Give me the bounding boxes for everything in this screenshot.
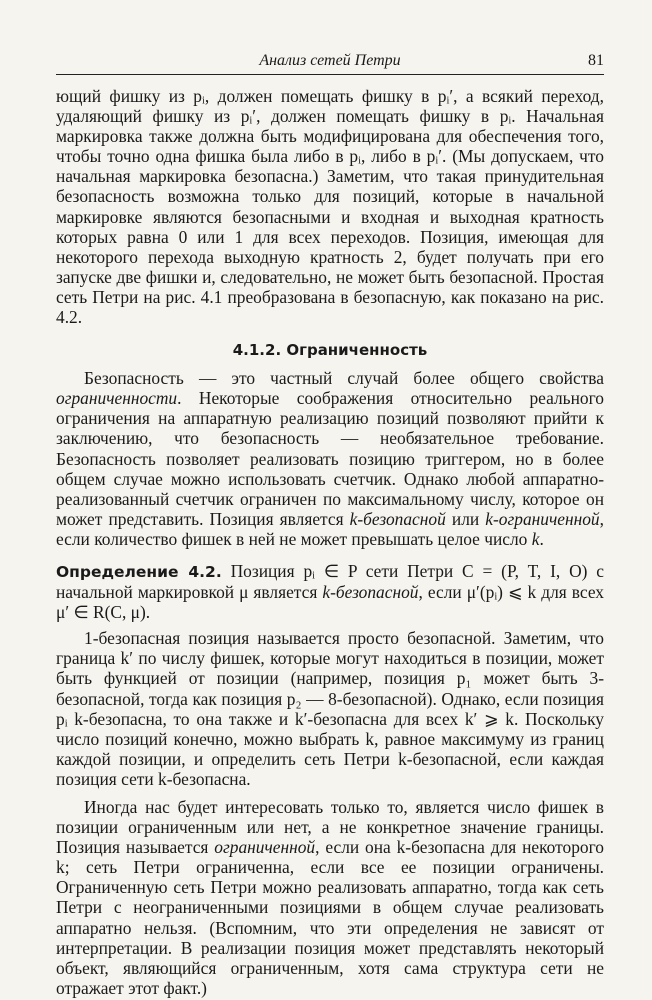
page-header: [56, 50, 604, 75]
emphasis-term: ограниченной: [214, 837, 316, 858]
text-run: .: [539, 528, 544, 549]
paragraph-continuation: ющий фишку из pᵢ, должен помещать фишку в pᵢ′, а всякий переход, удаляющий фишку из pᵢ′, должен помещать фишку в pᵢ. Начальная маркировка также должна быть модифицирована для обеспечения того, чтобы точно одна фишка была либо в pᵢ, либо в pᵢ′. (Мы допускаем, что начальная маркировка безопасна.) Заметим, что такая принудительная безопасность возможна только для позиций, которые в начальной маркировке являются безопасными и входная и выходная кратность которых равна 0 или 1 для всех переходов. Позиция, имеющая для некоторого перехода выходную кратность 2, будет получать при его запуске две фишки и, следовательно, не может быть безопасной. Простая сеть Петри на рис. 4.1 преобразована в безопасную, как показано на рис. 4.2.: [56, 86, 604, 328]
text-run: , если μ′(pᵢ) ⩽ k для всех μ′ ∈ R(C, μ).: [56, 582, 604, 623]
text-run: , если она k-безопасна для некоторого k; сеть Петри ограниченна, если все ее позиции ограничены. Ограниченную сеть Петри можно реализовать аппаратно, тогда как сеть Петри с неограниченными позициями в общем случае реализовать аппаратно нельзя. (Вспомним, что эти определения не зависят от интерпретации. В реализации позиция может представлять некоторый объект, являющийся ограниченным, хотя сама структура сети не отражает этот факт.): [56, 837, 604, 998]
section-heading: 4.1.2. Ограниченность: [232, 341, 428, 360]
text-run: . Некоторые соображения относительно реального ограничения на аппаратную реализацию позиций позволяют прийти к заключению, что безопасность — необязательное требование. Безопасность позволяет реализовать позицию триггером, но в более общем случае можно использовать счетчик. Однако любой аппаратно-реализованный счетчик ограничен по максимальному числу, которое он может представить. Позиция является: [56, 388, 604, 529]
text-run: Иногда нас будет интересовать только то, является число фишек в позиции ограниченным или нет, а не конкретное значение границы. Позиция называется: [56, 797, 604, 858]
body-text: [56, 86, 604, 998]
paragraph-one-safe: 1-безопасная позиция называется просто безопасной. Заметим, что граница k′ по числу фишек, которые могут находиться в позиции, может быть функцией от позиции (например, позиция p₁ может быть 3-безопасной, тогда как позиция p₂ — 8-безопасной). Однако, если позиция pᵢ k-безопасна, то она также и k′-безопасна для всех k′ ⩾ k. Поскольку число позиций конечно, можно выбрать k, равное максимуму из границ каждой позиции, и определить сеть Петри k-безопасной, если каждая позиция сети k-безопасна.: [56, 628, 604, 789]
math-variable: k: [531, 528, 540, 549]
definition-4-2: [56, 561, 604, 622]
emphasis-term: k-безопасной: [322, 582, 419, 603]
running-title: Анализ сетей Петри: [259, 52, 401, 69]
emphasis-term: ограниченности: [56, 388, 178, 409]
definition-label: Определение 4.2.: [56, 562, 222, 581]
text-run: Безопасность — это частный случай более общего свойства: [84, 368, 604, 389]
emphasis-term: k-ограниченной: [485, 508, 600, 529]
text-run: , если количество фишек в ней не может превышать целое число: [56, 508, 604, 549]
page-number: 81: [588, 52, 604, 69]
text-run: или: [445, 508, 486, 529]
paragraph-bounded: [56, 797, 604, 998]
paragraph-boundedness-intro: [56, 368, 604, 549]
emphasis-term: k-безопасной: [349, 508, 446, 529]
text-run: Позиция pᵢ ∈ P сети Петри C = (P, T, I, O) с начальной маркировкой μ является: [56, 560, 604, 603]
